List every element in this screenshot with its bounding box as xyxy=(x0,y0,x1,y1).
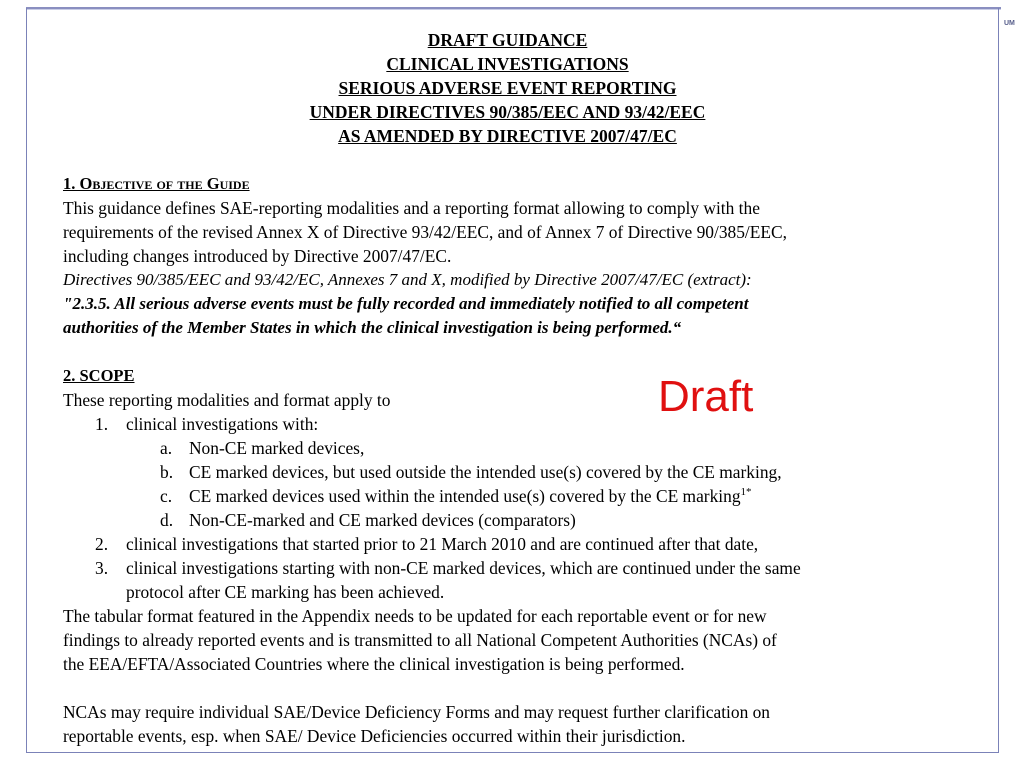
directive-reference: Directives 90/385/EEC and 93/42/EC, Annexes 7 and X, modified by Directive 2007/47/EC (extract): xyxy=(63,270,752,289)
scope-para-line: The tabular format featured in the Appendix needs to be updated for each reportable event or for new xyxy=(63,606,767,626)
scope-sub-item xyxy=(63,508,963,532)
spacer xyxy=(63,340,963,364)
scope-para-line: findings to already reported events and is transmitted to all National Competent Authorities (NCAs) of xyxy=(63,630,777,650)
list-letter: d. xyxy=(160,510,174,530)
list-text: Non-CE-marked and CE marked devices (comparators) xyxy=(189,510,576,530)
list-text: clinical investigations that started prior to 21 March 2010 and are continued after that date, xyxy=(126,534,759,554)
title-line: DRAFT GUIDANCE xyxy=(427,30,588,50)
document-body xyxy=(63,172,963,748)
list-letter: a. xyxy=(160,438,173,458)
draft-watermark: Draft xyxy=(658,372,754,421)
scope-list-item-continued: protocol after CE marking has been achieved. xyxy=(126,582,445,602)
scope-sub-item xyxy=(63,484,963,508)
footnote-marker: 1* xyxy=(740,486,752,499)
list-text: CE marked devices, but used outside the intended use(s) covered by the CE marking, xyxy=(189,462,782,482)
scope-para-line: the EEA/EFTA/Associated Countries where the clinical investigation is being performed. xyxy=(63,654,685,674)
scope-sub-item xyxy=(63,460,963,484)
spacer xyxy=(63,676,963,700)
scope-sub-item xyxy=(63,436,963,460)
scope-intro: These reporting modalities and format apply to xyxy=(63,390,391,410)
section2-heading: 2. SCOPE xyxy=(63,366,135,385)
list-number: 2. xyxy=(95,534,109,554)
corner-logo-text: UM xyxy=(1004,20,1015,27)
list-text: clinical investigations with: xyxy=(126,414,319,434)
list-text: CE marked devices used within the intended use(s) covered by the CE marking xyxy=(189,486,741,506)
list-text: Non-CE marked devices, xyxy=(189,438,365,458)
nca-para-line: NCAs may require individual SAE/Device Deficiency Forms and may request further clarification on xyxy=(63,702,771,722)
list-number: 3. xyxy=(95,558,109,578)
scope-list-item xyxy=(63,556,963,580)
section1-para-line: including changes introduced by Directive 2007/47/EC. xyxy=(63,246,452,266)
scope-list-item xyxy=(63,412,963,436)
title-line: UNDER DIRECTIVES 90/385/EEC AND 93/42/EEC xyxy=(309,102,706,122)
title-line: SERIOUS ADVERSE EVENT REPORTING xyxy=(338,78,677,98)
nca-para-line: reportable events, esp. when SAE/ Device Deficiencies occurred within their jurisdiction. xyxy=(63,726,686,746)
list-letter: b. xyxy=(160,462,174,482)
list-letter: c. xyxy=(160,486,173,506)
directive-quote-line: authorities of the Member States in which the clinical investigation is being performed.“ xyxy=(63,318,682,337)
scope-list-item xyxy=(63,532,963,556)
section1-para-line: requirements of the revised Annex X of Directive 93/42/EEC, and of Annex 7 of Directive 90/385/EEC, xyxy=(63,222,787,242)
title-line: CLINICAL INVESTIGATIONS xyxy=(386,54,629,74)
list-text: clinical investigations starting with non-CE marked devices, which are continued under the same xyxy=(126,558,801,578)
title-line: AS AMENDED BY DIRECTIVE 2007/47/EC xyxy=(338,126,677,146)
section1-heading: 1. Objective of the Guide xyxy=(63,174,250,193)
directive-quote-line: "2.3.5. All serious adverse events must be fully recorded and immediately notified to all competent xyxy=(63,294,749,313)
list-number: 1. xyxy=(95,414,109,434)
document-title xyxy=(200,28,815,148)
section1-para-line: This guidance defines SAE-reporting modalities and a reporting format allowing to comply with the xyxy=(63,198,760,218)
